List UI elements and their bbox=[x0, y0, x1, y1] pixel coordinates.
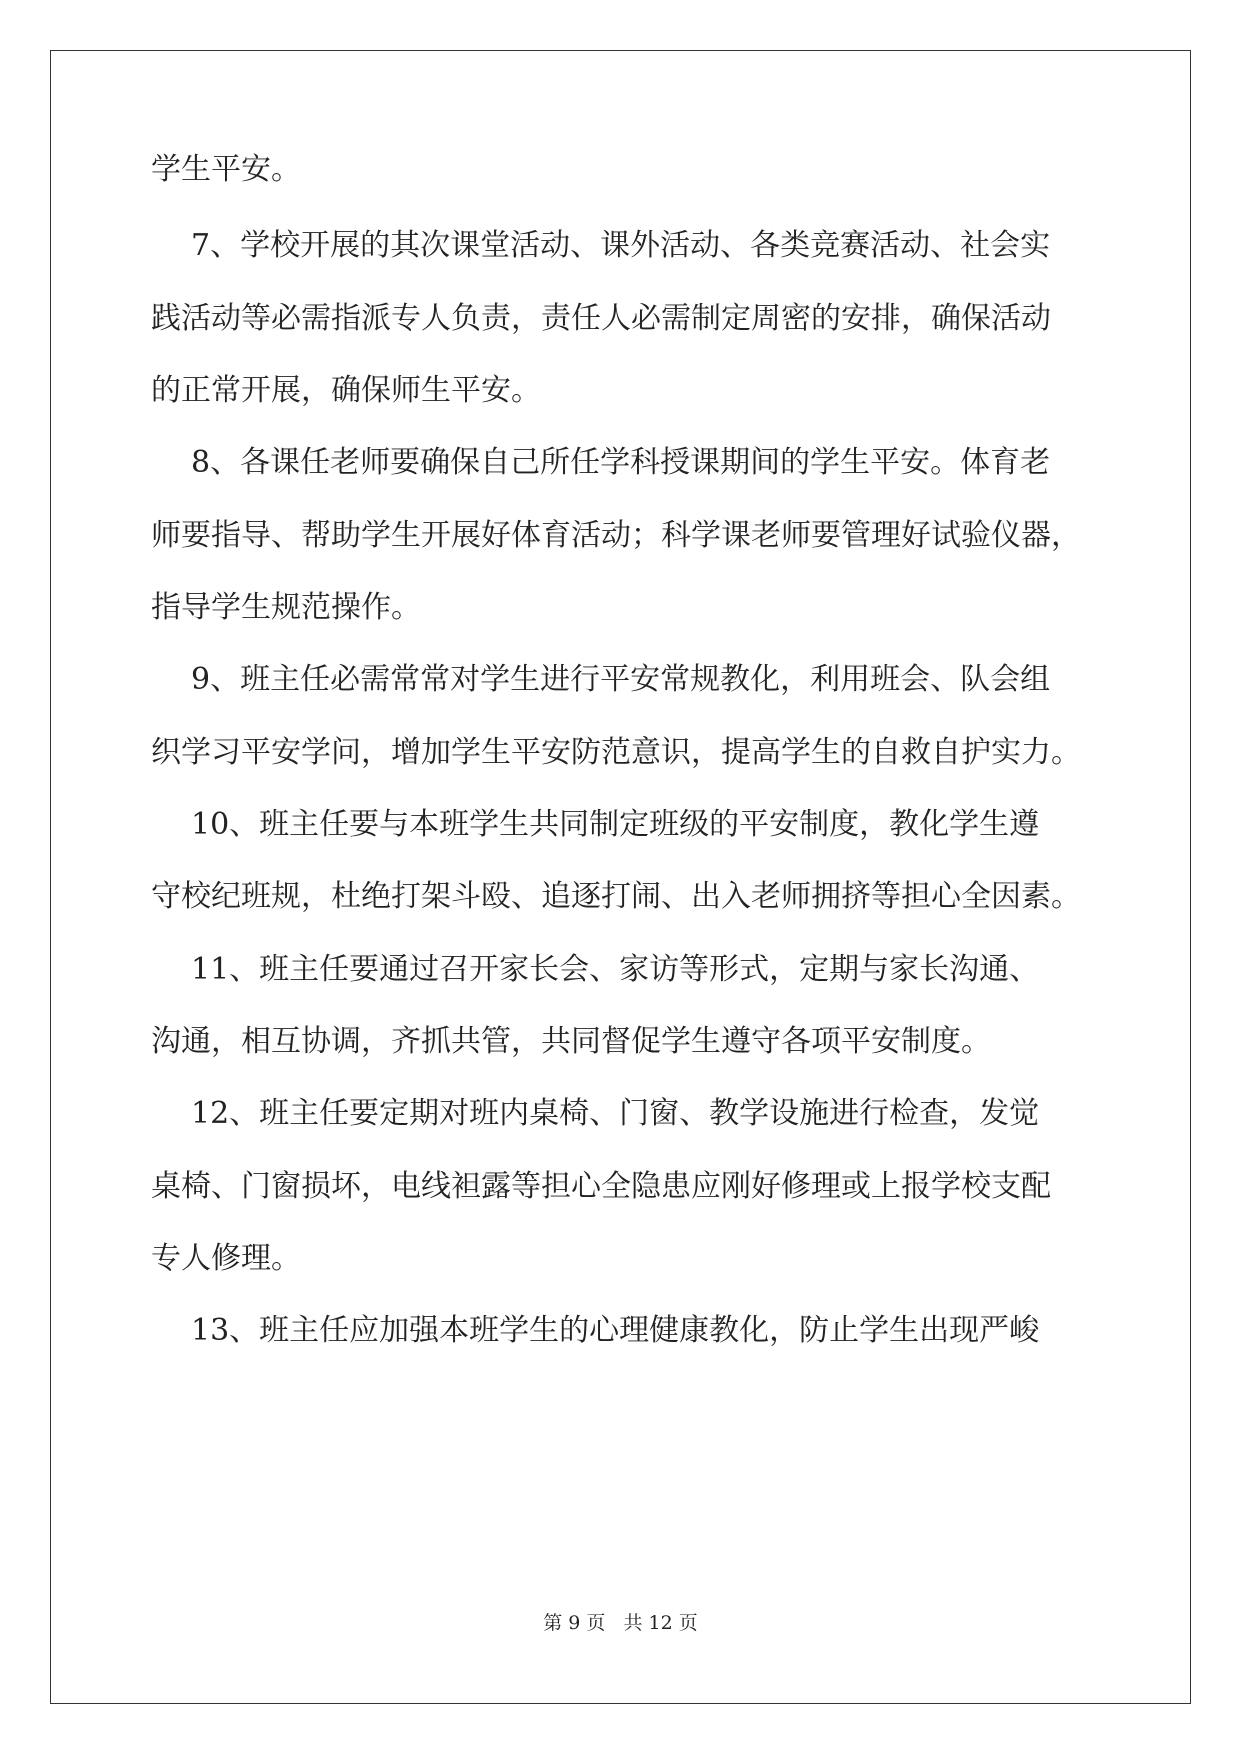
paragraph-start: 8、各课任老师要确保自己所任学科授课期间的学生平安。体育老 bbox=[191, 445, 1051, 480]
paragraph-start: 13、班主任应加强本班学生的心理健康教化，防止学生出现严峻 bbox=[191, 1313, 1040, 1348]
text-line: 践活动等必需指派专人负责，责任人必需制定周密的安排，确保活动 bbox=[151, 301, 1051, 336]
text-line: 桌椅、门窗损坏，电线袒露等担心全隐患应刚好修理或上报学校支配 bbox=[151, 1169, 1051, 1204]
text-line: 沟通，相互协调，齐抓共管，共同督促学生遵守各项平安制度。 bbox=[151, 1024, 991, 1059]
paragraph-start: 9、班主任必需常常对学生进行平安常规教化，利用班会、队会组 bbox=[191, 662, 1051, 697]
text-line: 指导学生规范操作。 bbox=[151, 590, 421, 625]
paragraph-start: 11、班主任要通过召开家长会、家访等形式，定期与家长沟通、 bbox=[191, 952, 1040, 987]
text-line: 守校纪班规，杜绝打架斗殴、追逐打闹、出入老师拥挤等担心全因素。 bbox=[151, 879, 1081, 914]
text-line: 师要指导、帮助学生开展好体育活动；科学课老师要管理好试验仪器， bbox=[151, 518, 1081, 553]
text-line: 学生平安。 bbox=[151, 152, 301, 187]
text-line: 的正常开展，确保师生平安。 bbox=[151, 373, 541, 408]
paragraph-start: 12、班主任要定期对班内桌椅、门窗、教学设施进行检查，发觉 bbox=[191, 1096, 1040, 1131]
paragraph-start: 7、学校开展的其次课堂活动、课外活动、各类竞赛活动、社会实 bbox=[191, 228, 1051, 263]
text-line: 织学习平安学问，增加学生平安防范意识，提高学生的自救自护实力。 bbox=[151, 735, 1081, 770]
paragraph-start: 10、班主任要与本班学生共同制定班级的平安制度，教化学生遵 bbox=[191, 807, 1040, 842]
page-total: 共 12 页 bbox=[623, 1612, 698, 1634]
page-footer bbox=[0, 1611, 1241, 1635]
text-line: 专人修理。 bbox=[151, 1241, 301, 1276]
page-number: 第 9 页 bbox=[543, 1612, 606, 1634]
